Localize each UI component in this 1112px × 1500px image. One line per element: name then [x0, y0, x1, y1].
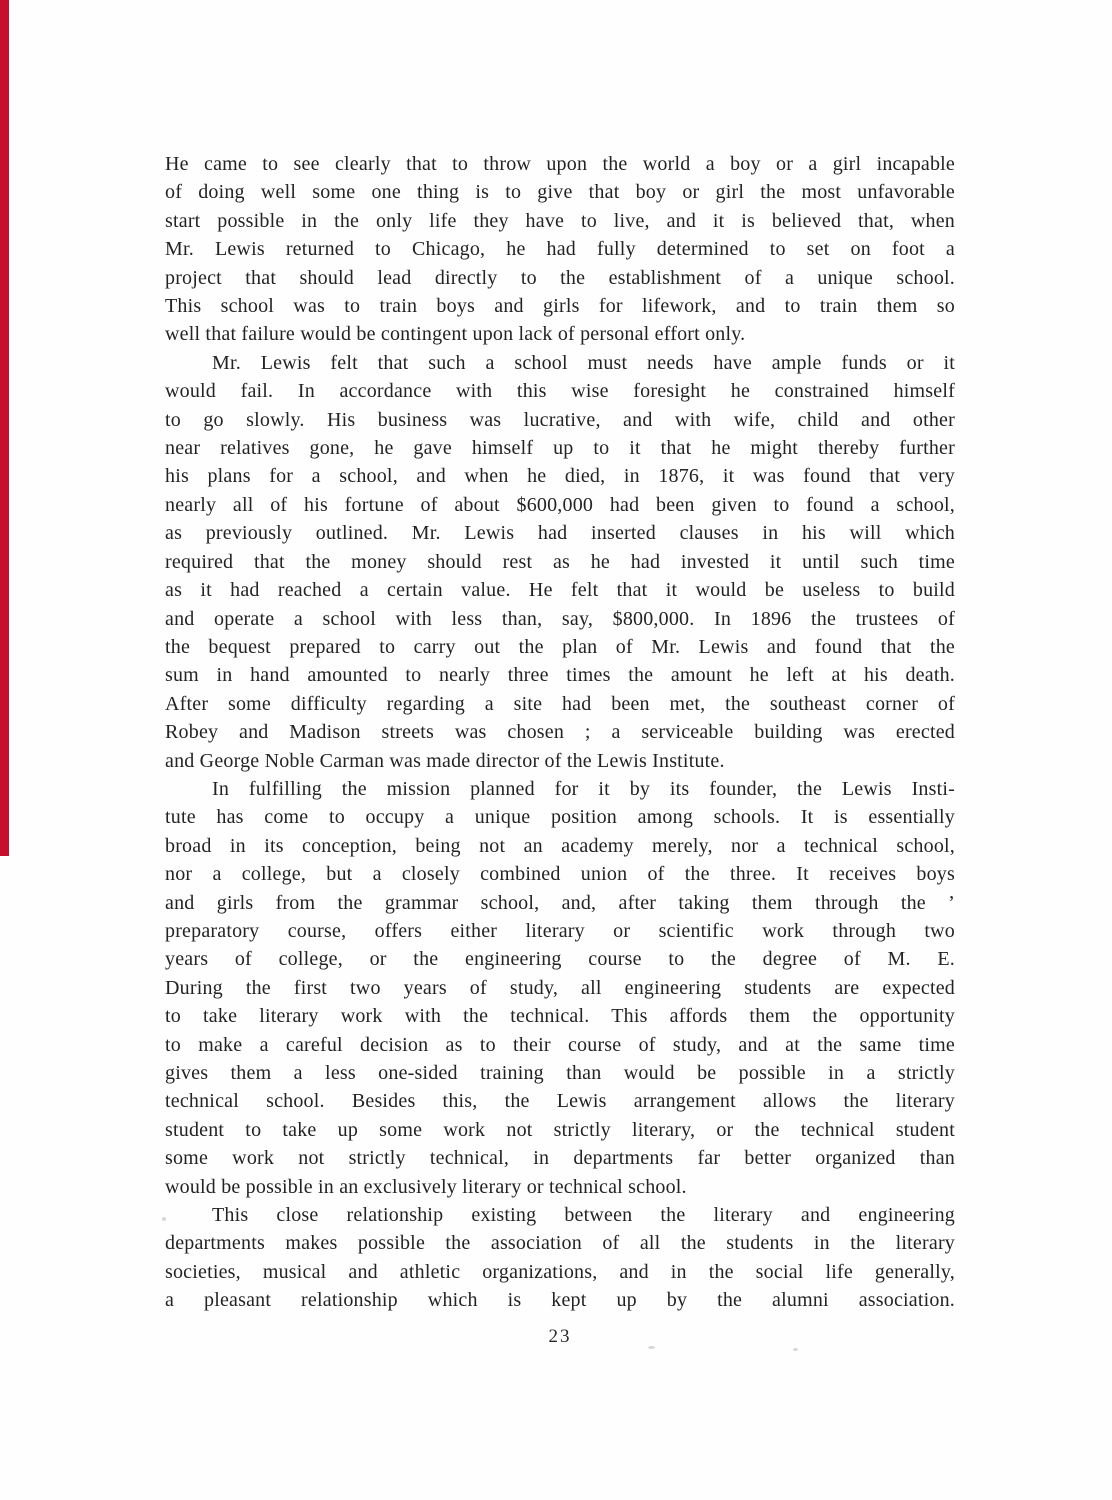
text-line: He came to see clearly that to throw upon the world a boy or a girl incapable — [165, 153, 955, 175]
paragraph — [165, 349, 955, 775]
paragraph — [165, 1201, 955, 1315]
text-line: Mr. Lewis felt that such a school must needs have ample funds or it — [212, 351, 955, 374]
text-line: nor a college, but a closely combined union of the three. It receives boys — [165, 863, 955, 886]
text-line: as it had reached a certain value. He felt that it would be useless to build — [165, 579, 955, 602]
text-line: In fulfilling the mission planned for it by its founder, the Lewis Insti- — [212, 777, 955, 800]
text-line: near relatives gone, he gave himself up to it that he might thereby further — [165, 437, 955, 460]
page-number: 23 — [548, 1326, 572, 1347]
text-line: Robey and Madison streets was chosen ; a serviceable building was erected — [165, 721, 955, 744]
text-line: student to take up some work not strictly literary, or the technical student — [165, 1118, 955, 1141]
text-line: years of college, or the engineering course to the degree of M. E. — [165, 948, 955, 971]
text-line: gives them a less one-sided training than would be possible in a strictly — [165, 1062, 955, 1084]
paragraph — [165, 775, 955, 1201]
scan-speckle — [793, 1348, 798, 1351]
text-line: preparatory course, offers either literary or scientific work through two — [165, 919, 955, 942]
text-line: some work not strictly technical, in departments far better organized than — [165, 1147, 955, 1170]
text-line: nearly all of his fortune of about $600,000 had been given to found a school, — [165, 493, 955, 516]
text-line: tute has come to occupy a unique position among schools. It is essentially — [165, 806, 955, 829]
text-line: Mr. Lewis returned to Chicago, he had fully determined to set on foot a — [165, 238, 955, 261]
text-line: a pleasant relationship which is kept up by the alumni association. — [165, 1289, 955, 1312]
text-line: would be possible in an exclusively literary or technical school. — [165, 1175, 687, 1198]
text-line: to take literary work with the technical. This affords them the opportunity — [165, 1005, 955, 1028]
text-line: required that the money should rest as he had invested it until such time — [165, 550, 955, 573]
scan-speckle — [648, 1346, 655, 1349]
text-line: would fail. In accordance with this wise foresight he constrained himself — [165, 380, 955, 403]
text-line: societies, musical and athletic organizations, and in the social life generally, — [165, 1260, 955, 1283]
text-line: and operate a school with less than, say, $800,000. In 1896 the trustees of — [165, 607, 955, 630]
text-line: to make a careful decision as to their course of study, and at the same time — [165, 1033, 955, 1056]
red-binding-stripe — [0, 0, 9, 856]
text-line: This school was to train boys and girls for lifework, and to train them so — [165, 295, 955, 318]
text-line: project that should lead directly to the establishment of a unique school. — [165, 266, 955, 289]
text-line: technical school. Besides this, the Lewis arrangement allows the literary — [165, 1090, 955, 1113]
page-text-block — [165, 150, 955, 1315]
scan-speckle — [162, 1217, 166, 1221]
text-line: of doing well some one thing is to give that boy or girl the most unfavorable — [165, 181, 955, 204]
text-line: and George Noble Carman was made director of the Lewis Institute. — [165, 749, 725, 772]
text-line: to go slowly. His business was lucrative, and with wife, child and other — [165, 408, 955, 431]
text-line: the bequest prepared to carry out the plan of Mr. Lewis and found that the — [165, 635, 955, 658]
text-line: broad in its conception, being not an academy merely, nor a technical school, — [165, 834, 955, 857]
paragraph — [165, 150, 955, 349]
text-line: as previously outlined. Mr. Lewis had inserted clauses in his will which — [165, 522, 955, 545]
text-line: and girls from the grammar school, and, after taking them through the ’ — [165, 891, 955, 914]
text-line: During the first two years of study, all engineering students are expected — [165, 976, 955, 999]
text-line: After some difficulty regarding a site had been met, the southeast corner of — [165, 692, 955, 715]
text-line: start possible in the only life they have to live, and it is believed that, when — [165, 209, 955, 232]
text-line: his plans for a school, and when he died, in 1876, it was found that very — [165, 465, 955, 488]
text-line: well that failure would be contingent upon lack of personal effort only. — [165, 323, 746, 346]
text-line: This close relationship existing between the literary and engineering — [212, 1204, 955, 1227]
text-line: departments makes possible the association of all the students in the literary — [165, 1232, 955, 1255]
text-line: sum in hand amounted to nearly three times the amount he left at his death. — [165, 664, 955, 687]
